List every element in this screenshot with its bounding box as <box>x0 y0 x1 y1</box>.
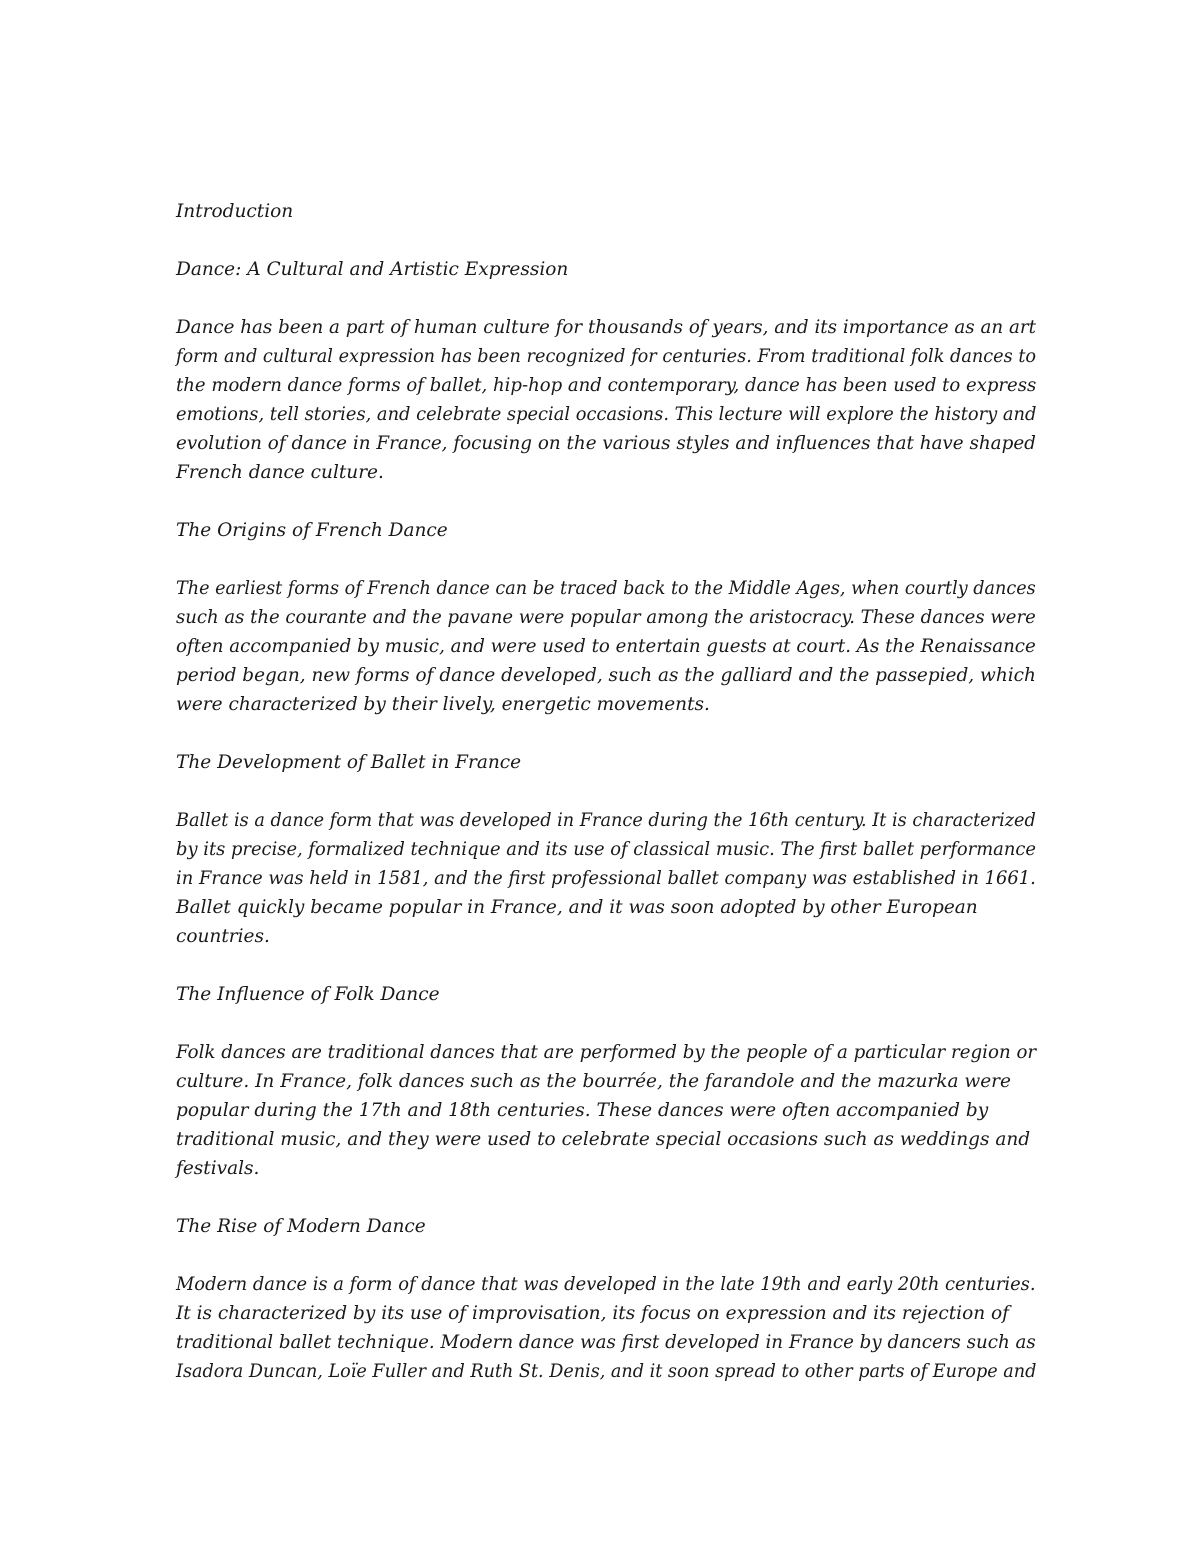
section-heading-2 <box>176 255 1036 284</box>
document-body <box>176 197 1036 1415</box>
text-line: Ballet quickly became popular in France, and it was soon adopted by other European <box>176 897 978 918</box>
text-line: period began, new forms of dance developed, such as the galliard and the passepied, which <box>176 665 1036 686</box>
paragraph-1 <box>176 313 1036 487</box>
text-line: traditional music, and they were used to celebrate special occasions such as weddings and <box>176 1129 1031 1150</box>
text-line: The Origins of French Dance <box>176 520 448 541</box>
text-line: Introduction <box>176 201 294 222</box>
text-line: The Rise of Modern Dance <box>176 1216 426 1237</box>
text-line: emotions, tell stories, and celebrate special occasions. This lecture will explore the history and <box>176 404 1037 425</box>
text-line: festivals. <box>176 1158 260 1179</box>
paragraph-4 <box>176 1038 1036 1183</box>
text-line: culture. In France, folk dances such as the bourrée, the farandole and the mazurka were <box>176 1071 1011 1092</box>
text-line: the modern dance forms of ballet, hip-hop and contemporary, dance has been used to express <box>176 375 1037 396</box>
section-heading-1 <box>176 197 1036 226</box>
text-line: The earliest forms of French dance can be traced back to the Middle Ages, when courtly dances <box>176 578 1036 599</box>
text-line: Modern dance is a form of dance that was developed in the late 19th and early 20th centuries. <box>176 1274 1036 1295</box>
paragraph-3 <box>176 806 1036 951</box>
text-line: in France was held in 1581, and the first professional ballet company was established in 1661. <box>176 868 1036 889</box>
paragraph-5 <box>176 1270 1036 1386</box>
section-heading-6 <box>176 1212 1036 1241</box>
text-line: Dance has been a part of human culture for thousands of years, and its importance as an art <box>176 317 1036 338</box>
text-line: Isadora Duncan, Loïe Fuller and Ruth St. Denis, and it soon spread to other parts of Europe and <box>176 1361 1037 1382</box>
text-line: It is characterized by its use of improvisation, its focus on expression and its rejection of <box>176 1303 1010 1324</box>
text-line: The Influence of Folk Dance <box>176 984 440 1005</box>
paragraph-2 <box>176 574 1036 719</box>
section-heading-4 <box>176 748 1036 777</box>
text-line: The Development of Ballet in France <box>176 752 522 773</box>
text-line: often accompanied by music, and were used to entertain guests at court. As the Renaissance <box>176 636 1036 657</box>
section-heading-5 <box>176 980 1036 1009</box>
text-line: countries. <box>176 926 270 947</box>
section-heading-3 <box>176 516 1036 545</box>
text-line: Ballet is a dance form that was developed in France during the 16th century. It is characterized <box>176 810 1036 831</box>
text-line: were characterized by their lively, energetic movements. <box>176 694 710 715</box>
text-line: Dance: A Cultural and Artistic Expression <box>176 259 569 280</box>
text-line: form and cultural expression has been recognized for centuries. From traditional folk dances to <box>176 346 1037 367</box>
text-line: by its precise, formalized technique and its use of classical music. The first ballet performance <box>176 839 1036 860</box>
text-line: such as the courante and the pavane were popular among the aristocracy. These dances were <box>176 607 1036 628</box>
text-line: French dance culture. <box>176 462 384 483</box>
text-line: popular during the 17th and 18th centuries. These dances were often accompanied by <box>176 1100 989 1121</box>
text-line: traditional ballet technique. Modern dance was first developed in France by dancers such as <box>176 1332 1036 1353</box>
text-line: evolution of dance in France, focusing on the various styles and influences that have shaped <box>176 433 1036 454</box>
text-line: Folk dances are traditional dances that are performed by the people of a particular region or <box>176 1042 1037 1063</box>
